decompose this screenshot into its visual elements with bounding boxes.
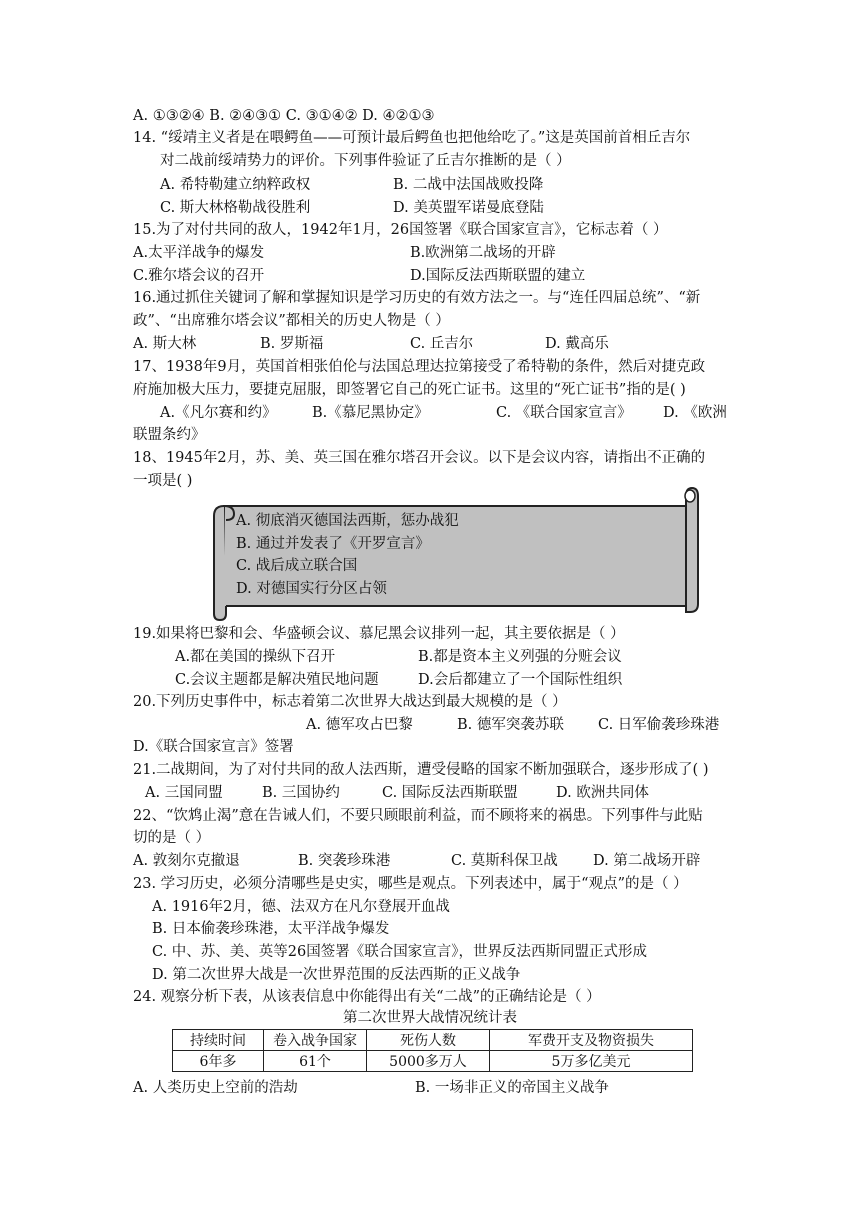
q21-option-a: A. 三国同盟 (145, 785, 223, 801)
q24-option-a: A. 人类历史上空前的浩劫 (133, 1080, 298, 1096)
q22-option-c: C. 莫斯科保卫战 (451, 853, 558, 869)
q14-option-c: C. 斯大林格勒战役胜利 (160, 200, 311, 216)
q20-option-a: A. 德军攻占巴黎 (306, 717, 413, 733)
table-cell: 5000多万人 (367, 1051, 490, 1072)
q19-option-a: A.都在美国的操纵下召开 (175, 649, 336, 665)
table-header: 持续时间 (173, 1030, 264, 1051)
q17-option-d-cont: 联盟条约》 (133, 427, 206, 443)
q17-option-b: B.《慕尼黑协定》 (312, 405, 429, 421)
table-row (173, 1051, 693, 1072)
q20-option-d: D.《联合国家宣言》签署 (133, 739, 294, 755)
scroll-item-a: A. 彻底消灭德国法西斯，惩办战犯 (236, 513, 459, 529)
q15-option-d: D.国际反法西斯联盟的建立 (410, 268, 586, 284)
table-header: 死伤人数 (367, 1030, 490, 1051)
q17-stem: 17、1938年9月，英国首相张伯伦与法国总理达拉第接受了希特勒的条件，然后对捷克政 (133, 359, 706, 375)
q13-options: A. ①③②④ B. ②④③① C. ③①④② D. ④②①③ (133, 108, 435, 124)
q15-option-c: C.雅尔塔会议的召开 (133, 268, 265, 284)
stats-table (172, 1029, 693, 1072)
q17-option-d: D. 《欧洲 (663, 405, 727, 421)
scroll-item-c: C. 战后成立联合国 (236, 558, 358, 574)
table-caption: 第二次世界大战情况统计表 (343, 1010, 517, 1026)
q23-option-c: C. 中、苏、美、英等26国签署《联合国家宣言》，世界反法西斯同盟正式形成 (152, 944, 647, 960)
scroll-graphic (210, 486, 700, 622)
q24-option-b: B. 一场非正义的帝国主义战争 (415, 1080, 609, 1096)
q21-option-d: D. 欧洲共同体 (556, 785, 649, 801)
q21-option-c: C. 国际反法西斯联盟 (382, 785, 518, 801)
q16-option-d: D. 戴高乐 (545, 336, 609, 352)
q23-option-a: A. 1916年2月，德、法双方在凡尔登展开血战 (152, 899, 450, 915)
q14-stem: 14. “绥靖主义者是在喂鳄鱼——可预计最后鳄鱼也把他给吃了。”这是英国前首相丘吉尔 (133, 130, 691, 146)
q17-option-c: C. 《联合国家宣言》 (496, 405, 632, 421)
q24-stem: 24. 观察分析下表，从该表信息中你能得出有关“二战”的正确结论是（ ） (133, 989, 601, 1005)
q22-option-d: D. 第二战场开辟 (593, 853, 701, 869)
table-cell: 61个 (264, 1051, 367, 1072)
q16-stem-cont: 政”、“出席雅尔塔会议”都相关的历史人物是（ ） (133, 313, 450, 329)
scroll-item-b: B. 通过并发表了《开罗宣言》 (236, 536, 430, 552)
table-header: 军费开支及物资损失 (490, 1030, 693, 1051)
q15-option-a: A.太平洋战争的爆发 (133, 245, 265, 261)
q17-stem-cont: 府施加极大压力，要捷克屈服，即签署它自己的死亡证书。这里的“死亡证书”指的是( ) (133, 382, 686, 398)
q22-stem-cont: 切的是（ ） (133, 830, 211, 846)
scroll-item-d: D. 对德国实行分区占领 (236, 581, 387, 597)
scroll-shape (210, 486, 700, 622)
q20-stem: 20.下列历史事件中，标志着第二次世界大战达到最大规模的是（ ） (133, 694, 567, 710)
q14-stem-cont: 对二战前绥靖势力的评价。下列事件验证了丘吉尔推断的是（ ） (160, 153, 571, 169)
q19-stem: 19.如果将巴黎和会、华盛顿会议、慕尼黑会议排列一起，其主要依据是（ ） (133, 626, 625, 642)
q23-stem: 23. 学习历史，必须分清哪些是史实，哪些是观点。下列表述中，属于“观点”的是（ ） (133, 876, 688, 892)
table-cell: 5万多亿美元 (490, 1051, 693, 1072)
q18-stem: 18、1945年2月，苏、美、英三国在雅尔塔召开会议。以下是会议内容，请指出不正确的 (133, 450, 706, 466)
q15-option-b: B.欧洲第二战场的开辟 (410, 245, 556, 261)
q16-stem: 16.通过抓住关键词了解和掌握知识是学习历史的有效方法之一。与“连任四届总统”、“新 (133, 290, 701, 306)
q18-stem-cont: 一项是( ) (133, 473, 193, 489)
q19-option-d: D.会后都建立了一个国际性组织 (418, 672, 623, 688)
q14-option-d: D. 美英盟军诺曼底登陆 (393, 200, 544, 216)
q22-stem: 22、“饮鸩止渴”意在告诫人们，不要只顾眼前利益，而不顾将来的祸患。下列事件与此贴 (133, 808, 703, 824)
q19-option-c: C.会议主题都是解决殖民地问题 (175, 672, 379, 688)
q19-option-b: B.都是资本主义列强的分赃会议 (418, 649, 622, 665)
table-header-row (173, 1030, 693, 1051)
q21-option-b: B. 三国协约 (262, 785, 340, 801)
q17-option-a: A.《凡尔赛和约》 (160, 405, 277, 421)
q14-option-a: A. 希特勒建立纳粹政权 (160, 177, 311, 193)
q22-option-b: B. 突袭珍珠港 (298, 853, 391, 869)
q20-option-c: C. 日军偷袭珍珠港 (598, 717, 720, 733)
q14-option-b: B. 二战中法国战败投降 (393, 177, 544, 193)
q16-option-c: C. 丘吉尔 (410, 336, 474, 352)
q16-option-b: B. 罗斯福 (260, 336, 324, 352)
q20-option-b: B. 德军突袭苏联 (457, 717, 564, 733)
q23-option-d: D. 第二次世界大战是一次世界范围的反法西斯的正义战争 (152, 967, 521, 983)
q23-option-b: B. 日本偷袭珍珠港，太平洋战争爆发 (152, 921, 390, 937)
table-header: 卷入战争国家 (264, 1030, 367, 1051)
q15-stem: 15.为了对付共同的敌人，1942年1月，26国签署《联合国家宣言》，它标志着（ ） (133, 222, 668, 238)
q16-option-a: A. 斯大林 (133, 336, 197, 352)
table-cell: 6年多 (173, 1051, 264, 1072)
q22-option-a: A. 敦刻尔克撤退 (133, 853, 240, 869)
q21-stem: 21.二战期间，为了对付共同的敌人法西斯，遭受侵略的国家不断加强联合，逐步形成了( ) (133, 762, 709, 778)
